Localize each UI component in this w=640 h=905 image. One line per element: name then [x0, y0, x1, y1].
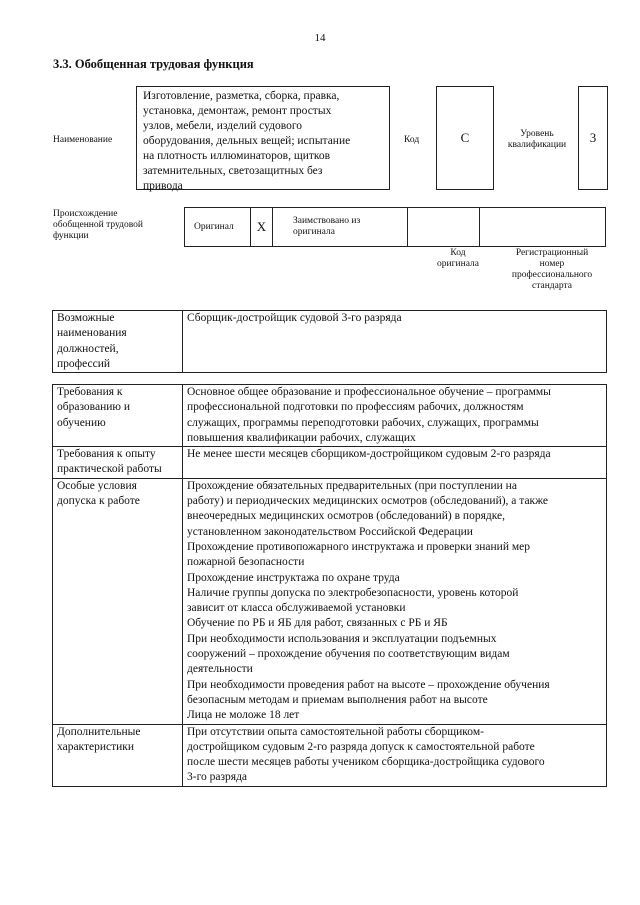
name-line: Изготовление, разметка, сборка, правка,: [143, 90, 340, 102]
table-row: [53, 478, 607, 724]
code-label: Код: [404, 135, 420, 145]
section-title: 3.3. Обобщенная трудовая функция: [53, 57, 254, 71]
name-line: оборудования, дельных вещей; испытание: [143, 135, 351, 147]
name-value-box: [136, 86, 390, 190]
code-original-cell: [408, 208, 480, 246]
name-label: Наименование: [53, 135, 113, 145]
reg-number-caption: Регистрационный номер профессионального стандарта: [511, 248, 593, 291]
requirement-value: При отсутствии опыта самостоятельной работы сборщиком- достройщиком судовым 2-го разряда допуск к самостоятельной работе после шести месяцев работы учеником сборщика-достройщика судового 3-го разряда: [183, 724, 607, 786]
positions-table: [52, 310, 607, 373]
name-line: затемнительных, светозащитных без: [143, 165, 323, 177]
requirement-label: Требования к образованию и обучению: [53, 385, 183, 447]
name-line: узлов, мебели, изделий судового: [143, 120, 303, 132]
code-value-box: [436, 86, 494, 190]
name-line: установка, демонтаж, ремонт простых: [143, 105, 332, 117]
name-line: привода: [143, 180, 183, 192]
requirement-value: Не менее шести месяцев сборщиком-достройщиком судовым 2-го разряда: [183, 447, 607, 479]
code-value: C: [460, 130, 470, 145]
requirement-value: Прохождение обязательных предварительных (при поступлении на работу) и периодических медицинских осмотров (обследований), а также внеочередных медицинских осмотров (обследований) в порядке, установленном законодательством Российской Федерации Прохождение противопожарного инструктажа и проверки знаний мер пожарной безопасности Прохождение инструктажа по охране труда Наличие группы допуска по электробезопасности, уровень которой зависит от класса обслуживаемой установки Обучение по РБ и ЯБ для работ, связанных с РБ и ЯБ При необходимости использования и эксплуатации подъемных сооружений – прохождение обучения по соответствующим видам деятельности При необходимости проведения работ на высоте – прохождение обучения безопасным методам и приемам выполнения работ на высоте Лица не моложе 18 лет: [183, 478, 607, 724]
requirement-label: Особые условия допуска к работе: [53, 478, 183, 724]
table-row: [53, 311, 607, 373]
origin-table: [184, 207, 606, 247]
level-label: Уровень квалификации: [507, 129, 567, 150]
requirement-label: Дополнительные характеристики: [53, 724, 183, 786]
code-original-caption: Код оригинала: [437, 248, 479, 269]
requirement-label: Требования к опыту практической работы: [53, 447, 183, 479]
table-row: [53, 385, 607, 447]
table-row: [53, 447, 607, 479]
requirements-table: [52, 384, 607, 787]
level-value-box: [578, 86, 608, 190]
origin-original-mark: X: [251, 208, 273, 246]
reg-number-cell: [480, 208, 606, 246]
origin-borrowed-label: Заимствовано из оригинала: [273, 208, 408, 246]
table-row: [53, 724, 607, 786]
positions-label: Возможные наименования должностей, профессий: [53, 311, 183, 373]
name-line: на плотность иллюминаторов, щитков: [143, 150, 331, 162]
requirement-value: Основное общее образование и профессиональное обучение – программы профессиональной подготовки по профессиям рабочих, должностям служащих, программы переподготовки рабочих, служащих, программы повышения квалификации рабочих, служащих: [183, 385, 607, 447]
origin-original-label: Оригинал: [185, 208, 251, 246]
origin-label: Происхождение обобщенной трудовой функции: [53, 209, 143, 241]
level-value: 3: [589, 130, 597, 145]
positions-value: Сборщик-достройщик судовой 3-го разряда: [183, 311, 607, 373]
page-number: 14: [314, 32, 326, 44]
